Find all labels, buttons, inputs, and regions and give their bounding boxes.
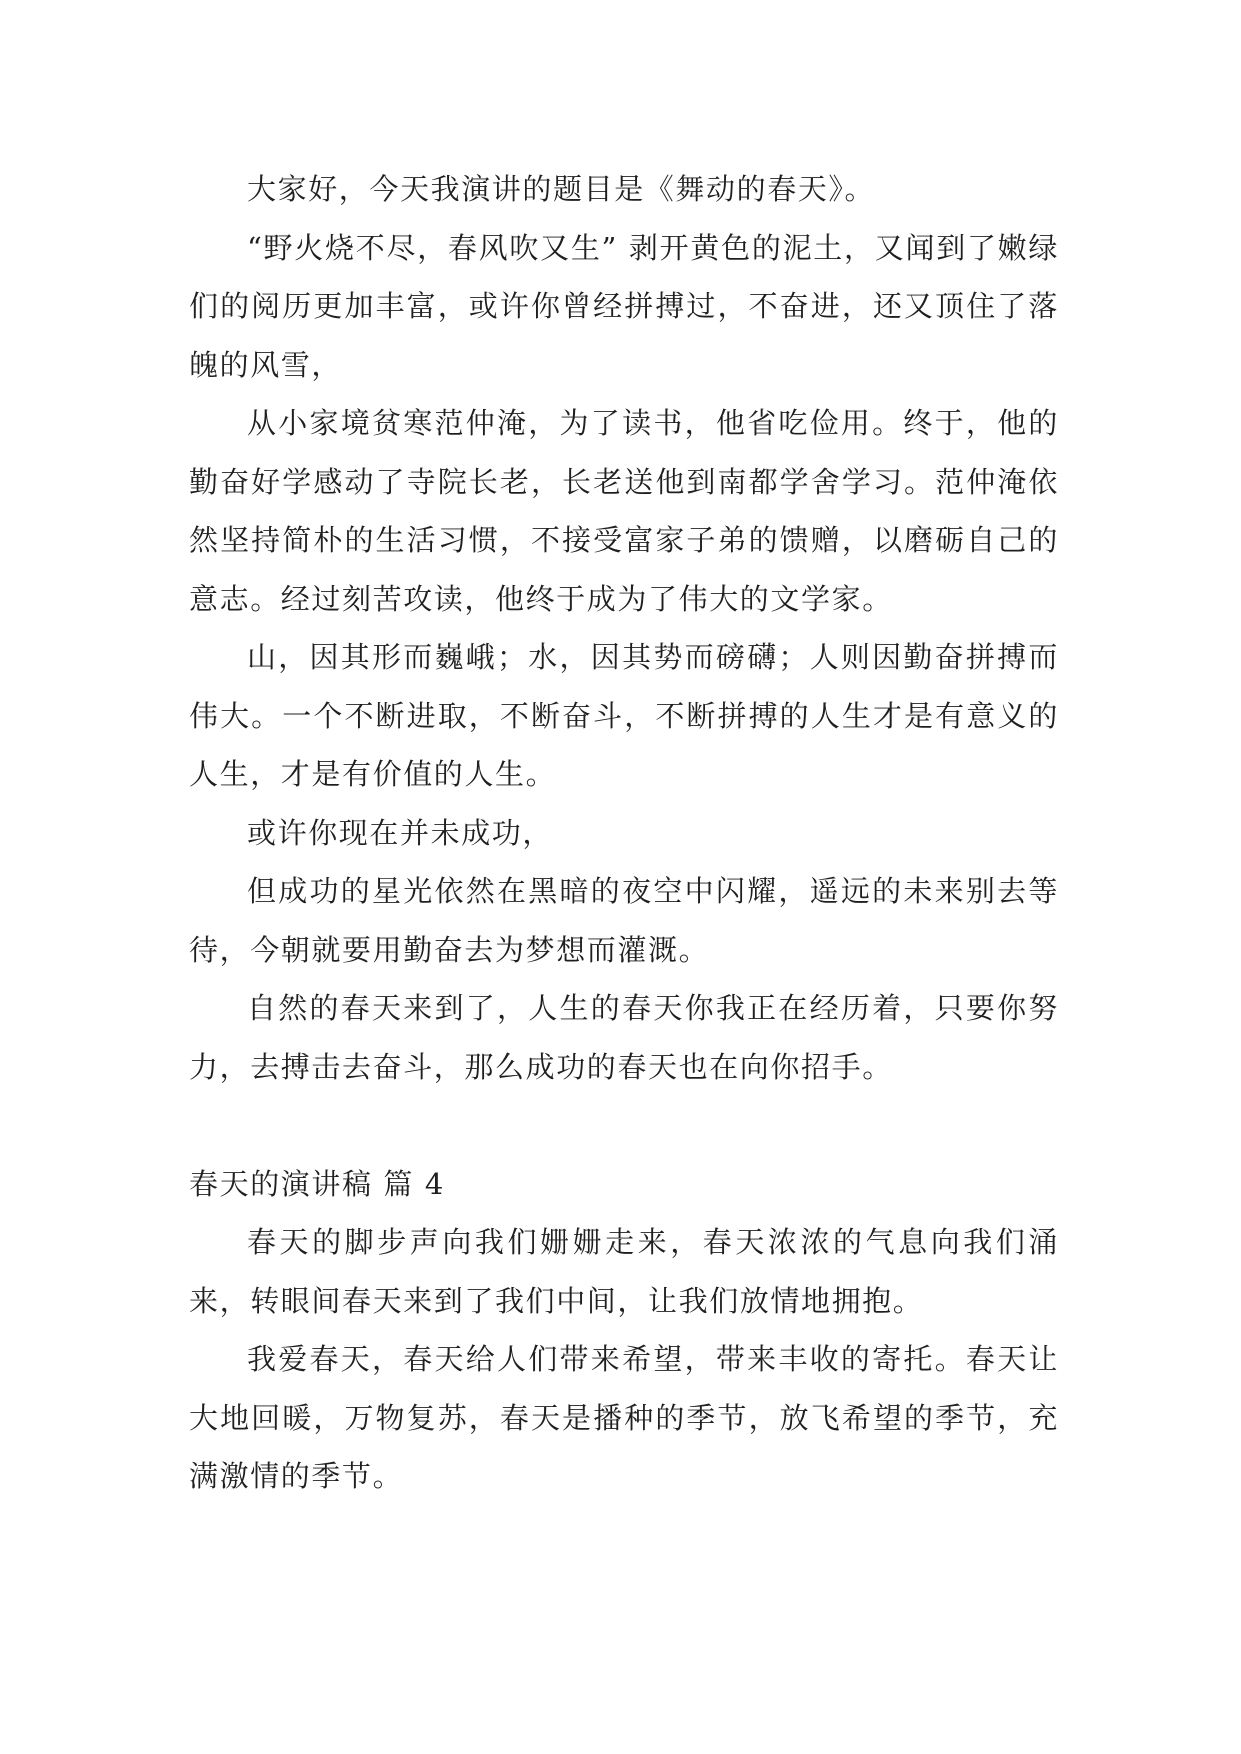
- section-heading: 春天的演讲稿 篇 4: [189, 1166, 445, 1201]
- paragraph-spring-steps: 春天的脚步声向我们姗姗走来，春天浓浓的气息向我们涌来，转眼间春天来到了我们中间，让我们放情地拥抱。: [189, 1225, 1059, 1318]
- paragraph-i-love-spring: 我爱春天，春天给人们带来希望，带来丰收的寄托。春天让大地回暖，万物复苏，春天是播种的季节，放飞希望的季节，充满激情的季节。: [189, 1342, 1059, 1493]
- paragraph-greeting: 大家好，今天我演讲的题目是《舞动的春天》。: [247, 172, 876, 206]
- paragraph-starlight: 但成功的星光依然在黑暗的夜空中闪耀，遥远的未来别去等待，今朝就要用勤奋去为梦想而灌溉。: [189, 874, 1059, 967]
- paragraph-wildfire: “野火烧不尽，春风吹又生” 剥开黄色的泥土，又闻到了嫩绿们的阅历更加丰富，或许你曾经拼搏过，不奋进，还又顶住了落魄的风雪，: [189, 230, 1059, 382]
- paragraph-not-yet-success: 或许你现在并未成功，: [247, 815, 554, 850]
- paragraph-fan-zhongyan: 从小家境贫寒范仲淹，为了读书，他省吃俭用。终于，他的勤奋好学感动了寺院长老，长老送他到南都学舍学习。范仲淹依然坚持简朴的生活习惯，不接受富家子弟的馈赠，以磨砺自己的意志。经过刻苦攻读，他终于成为了伟大的文学家。: [189, 406, 1059, 616]
- paragraph-mountain-water: 山，因其形而巍峨；水，因其势而磅礴；人则因勤奋拼搏而伟大。一个不断进取，不断奋斗，不断拼搏的人生才是有意义的人生，才是有价值的人生。: [189, 640, 1059, 791]
- document-body: [189, 160, 1059, 1506]
- paragraph-natural-spring: 自然的春天来到了，人生的春天你我正在经历着，只要你努力，去搏击去奋斗，那么成功的春天也在向你招手。: [189, 991, 1059, 1084]
